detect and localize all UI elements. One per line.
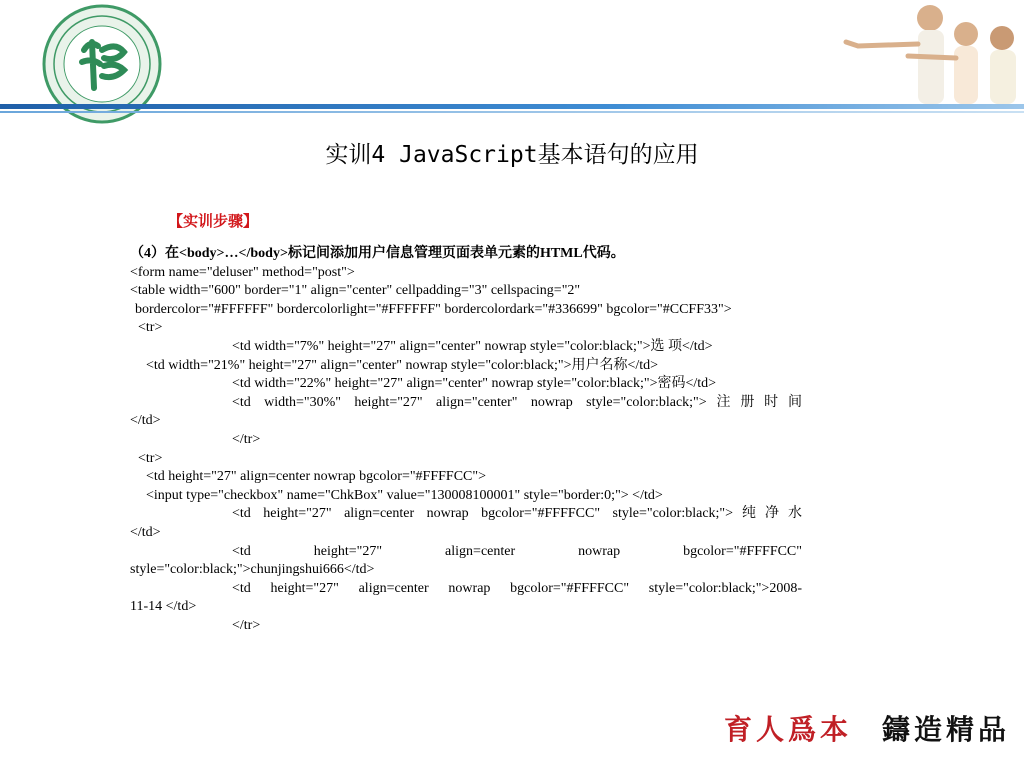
- header-banner: [0, 0, 1024, 120]
- slogan-red: 育人爲本: [723, 713, 852, 746]
- code-line: <td width="30%" height="27" align="center" nowrap style="color:black;">注册时间: [232, 394, 802, 410]
- step-intro: （4）在<body>…</body>标记间添加用户信息管理页面表单元素的HTML代码。: [130, 246, 625, 261]
- slogan-black: 鑄造精品: [881, 713, 1010, 746]
- code-line: </td>: [130, 413, 161, 429]
- code-line: 11-14 </td>: [130, 599, 197, 615]
- code-line: </td>: [130, 524, 161, 540]
- code-line: <td width="7%" height="27" align="center" nowrap style="color:black;">选 项</td>: [232, 338, 713, 354]
- slide-title: 实训4 JavaScript基本语句的应用: [325, 142, 699, 168]
- code-line: <table width="600" border="1" align="center" cellpadding="3" cellspacing="2": [130, 283, 581, 299]
- header-divider-thin: [0, 111, 1024, 113]
- code-line: <tr>: [138, 450, 163, 466]
- slogan: [724, 708, 1010, 748]
- code-line: <td width="22%" height="27" align="center" nowrap style="color:black;">密码</td>: [232, 376, 717, 392]
- code-line: <td width="21%" height="27" align="center" nowrap style="color:black;">用户名称</td>: [146, 357, 659, 373]
- code-line: <td height="27" align=center nowrap bgcolor="#FFFFCC" style="color:black;">2008-: [232, 580, 802, 596]
- code-line: bordercolor="#FFFFFF" bordercolorlight="#FFFFFF" bordercolordark="#336699" bgcolor="#CCFF33">: [135, 301, 732, 317]
- code-line: <td height="27" align=center nowrap bgcolor="#FFFFCC" style="color:black;">纯净水: [232, 506, 802, 522]
- code-line: <form name="deluser" method="post">: [130, 264, 355, 280]
- code-lines: [130, 264, 802, 636]
- section-heading: 【实训步骤】: [168, 212, 259, 230]
- students-photo: [838, 0, 1024, 104]
- code-line: <td height="27" align=center nowrap bgcolor="#FFFFCC">: [146, 469, 486, 485]
- code-line: <td height="27" align=center nowrap bgcolor="#FFFFCC": [232, 543, 802, 559]
- code-line: </tr>: [232, 431, 261, 447]
- code-line: style="color:black;">chunjingshui666</td>: [130, 562, 375, 578]
- code-line: </tr>: [232, 617, 261, 633]
- code-line: <input type="checkbox" name="ChkBox" value="130008100001" style="border:0;"> </td>: [146, 487, 663, 503]
- header-divider: [0, 104, 1024, 109]
- code-block: [130, 245, 802, 635]
- code-line: <tr>: [138, 320, 163, 336]
